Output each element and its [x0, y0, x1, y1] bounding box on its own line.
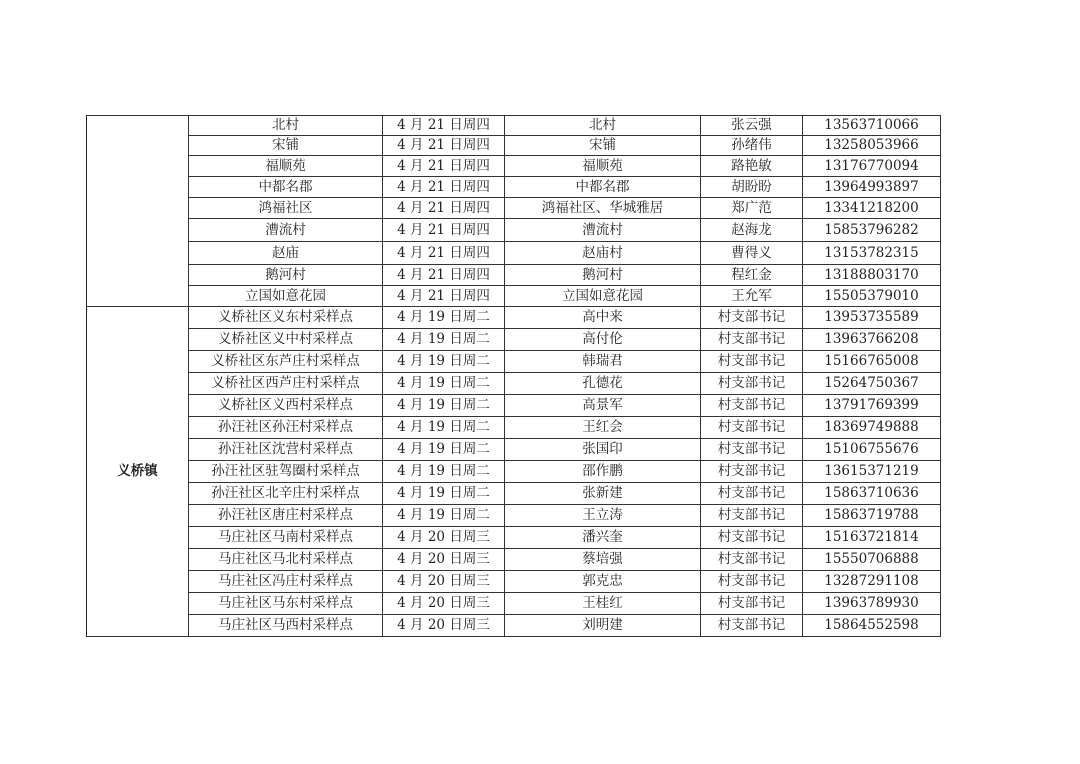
- phone-cell: 13963789930: [803, 593, 941, 615]
- site-cell: 孙汪社区北辛庄村采样点: [189, 483, 383, 505]
- date-cell: 4 月 19 日周二: [383, 373, 505, 395]
- phone-cell: 15505379010: [803, 286, 941, 307]
- contact-cell: 村支部书记: [701, 417, 803, 439]
- date-cell: 4 月 19 日周二: [383, 439, 505, 461]
- date-cell: 4 月 21 日周四: [383, 198, 505, 219]
- area-cell: 刘明建: [505, 615, 701, 637]
- table-row: [87, 615, 941, 637]
- contact-cell: 村支部书记: [701, 395, 803, 417]
- area-cell: 赵庙村: [505, 242, 701, 265]
- phone-cell: 13176770094: [803, 156, 941, 177]
- phone-cell: 15863719788: [803, 505, 941, 527]
- date-cell: 4 月 19 日周二: [383, 329, 505, 351]
- site-cell: 福顺苑: [189, 156, 383, 177]
- contact-cell: 郑广范: [701, 198, 803, 219]
- area-cell: 邵作鹏: [505, 461, 701, 483]
- table-row: [87, 351, 941, 373]
- contact-cell: 村支部书记: [701, 615, 803, 637]
- contact-cell: 村支部书记: [701, 461, 803, 483]
- site-cell: 马庄社区马东村采样点: [189, 593, 383, 615]
- site-cell: 义桥社区西芦庄村采样点: [189, 373, 383, 395]
- site-cell: 鹅河村: [189, 265, 383, 286]
- area-cell: 高付伦: [505, 329, 701, 351]
- date-cell: 4 月 20 日周三: [383, 593, 505, 615]
- table-row: [87, 177, 941, 198]
- town-cell: [87, 116, 189, 307]
- phone-cell: 13153782315: [803, 242, 941, 265]
- phone-cell: 13341218200: [803, 198, 941, 219]
- site-cell: 立国如意花园: [189, 286, 383, 307]
- contact-cell: 村支部书记: [701, 571, 803, 593]
- table-row: [87, 116, 941, 136]
- phone-cell: 15853796282: [803, 219, 941, 242]
- area-cell: 立国如意花园: [505, 286, 701, 307]
- site-cell: 鸿福社区: [189, 198, 383, 219]
- area-cell: 韩瑞君: [505, 351, 701, 373]
- date-cell: 4 月 19 日周二: [383, 395, 505, 417]
- date-cell: 4 月 19 日周二: [383, 307, 505, 329]
- area-cell: 北村: [505, 116, 701, 136]
- site-cell: 义桥社区义东村采样点: [189, 307, 383, 329]
- date-cell: 4 月 21 日周四: [383, 219, 505, 242]
- table-row: [87, 329, 941, 351]
- phone-cell: 13963766208: [803, 329, 941, 351]
- site-cell: 中都名郡: [189, 177, 383, 198]
- table-row: [87, 242, 941, 265]
- table-row: [87, 198, 941, 219]
- area-cell: 孔德花: [505, 373, 701, 395]
- phone-cell: 13964993897: [803, 177, 941, 198]
- date-cell: 4 月 21 日周四: [383, 286, 505, 307]
- phone-cell: 15550706888: [803, 549, 941, 571]
- table-row: [87, 373, 941, 395]
- table-row: [87, 219, 941, 242]
- date-cell: 4 月 19 日周二: [383, 351, 505, 373]
- date-cell: 4 月 21 日周四: [383, 156, 505, 177]
- area-cell: 王立涛: [505, 505, 701, 527]
- contact-cell: 曹得义: [701, 242, 803, 265]
- site-cell: 马庄社区冯庄村采样点: [189, 571, 383, 593]
- date-cell: 4 月 21 日周四: [383, 116, 505, 136]
- area-cell: 郭克忠: [505, 571, 701, 593]
- table-row: [87, 505, 941, 527]
- date-cell: 4 月 19 日周二: [383, 417, 505, 439]
- area-cell: 鸿福社区、华城雅居: [505, 198, 701, 219]
- contact-cell: 张云强: [701, 116, 803, 136]
- sampling-schedule-table: [86, 115, 941, 637]
- area-cell: 高中来: [505, 307, 701, 329]
- table-row: [87, 483, 941, 505]
- date-cell: 4 月 20 日周三: [383, 615, 505, 637]
- table-row: [87, 286, 941, 307]
- site-cell: 孙汪社区驻驾圈村采样点: [189, 461, 383, 483]
- phone-cell: 15264750367: [803, 373, 941, 395]
- contact-cell: 村支部书记: [701, 593, 803, 615]
- contact-cell: 村支部书记: [701, 307, 803, 329]
- phone-cell: 15163721814: [803, 527, 941, 549]
- contact-cell: 路艳敏: [701, 156, 803, 177]
- table-row: [87, 439, 941, 461]
- table-row: [87, 136, 941, 156]
- site-cell: 北村: [189, 116, 383, 136]
- table-body: [87, 116, 941, 637]
- area-cell: 张国印: [505, 439, 701, 461]
- site-cell: 马庄社区马南村采样点: [189, 527, 383, 549]
- site-cell: 马庄社区马北村采样点: [189, 549, 383, 571]
- phone-cell: 15863710636: [803, 483, 941, 505]
- phone-cell: 13188803170: [803, 265, 941, 286]
- contact-cell: 王允军: [701, 286, 803, 307]
- area-cell: 漕流村: [505, 219, 701, 242]
- table-row: [87, 549, 941, 571]
- table-row: [87, 265, 941, 286]
- phone-cell: 13287291108: [803, 571, 941, 593]
- table-row: [87, 395, 941, 417]
- table-row: [87, 417, 941, 439]
- contact-cell: 村支部书记: [701, 483, 803, 505]
- date-cell: 4 月 21 日周四: [383, 242, 505, 265]
- phone-cell: 15106755676: [803, 439, 941, 461]
- phone-cell: 13791769399: [803, 395, 941, 417]
- table-row: [87, 593, 941, 615]
- area-cell: 王红会: [505, 417, 701, 439]
- contact-cell: 村支部书记: [701, 351, 803, 373]
- table-row: [87, 527, 941, 549]
- site-cell: 宋铺: [189, 136, 383, 156]
- contact-cell: 赵海龙: [701, 219, 803, 242]
- area-cell: 中都名郡: [505, 177, 701, 198]
- site-cell: 赵庙: [189, 242, 383, 265]
- date-cell: 4 月 21 日周四: [383, 177, 505, 198]
- contact-cell: 程红金: [701, 265, 803, 286]
- table-row: [87, 307, 941, 329]
- site-cell: 义桥社区东芦庄村采样点: [189, 351, 383, 373]
- site-cell: 孙汪社区孙汪村采样点: [189, 417, 383, 439]
- date-cell: 4 月 19 日周二: [383, 483, 505, 505]
- phone-cell: 13615371219: [803, 461, 941, 483]
- phone-cell: 15166765008: [803, 351, 941, 373]
- date-cell: 4 月 21 日周四: [383, 265, 505, 286]
- date-cell: 4 月 19 日周二: [383, 505, 505, 527]
- date-cell: 4 月 21 日周四: [383, 136, 505, 156]
- phone-cell: 13563710066: [803, 116, 941, 136]
- area-cell: 福顺苑: [505, 156, 701, 177]
- contact-cell: 村支部书记: [701, 373, 803, 395]
- area-cell: 潘兴奎: [505, 527, 701, 549]
- site-cell: 义桥社区义中村采样点: [189, 329, 383, 351]
- contact-cell: 村支部书记: [701, 505, 803, 527]
- date-cell: 4 月 19 日周二: [383, 461, 505, 483]
- phone-cell: 13953735589: [803, 307, 941, 329]
- date-cell: 4 月 20 日周三: [383, 549, 505, 571]
- area-cell: 张新建: [505, 483, 701, 505]
- phone-cell: 18369749888: [803, 417, 941, 439]
- date-cell: 4 月 20 日周三: [383, 571, 505, 593]
- table-row: [87, 156, 941, 177]
- table-row: [87, 461, 941, 483]
- contact-cell: 孙绪伟: [701, 136, 803, 156]
- area-cell: 宋铺: [505, 136, 701, 156]
- contact-cell: 村支部书记: [701, 549, 803, 571]
- area-cell: 高景军: [505, 395, 701, 417]
- table-row: [87, 571, 941, 593]
- area-cell: 鹅河村: [505, 265, 701, 286]
- site-cell: 孙汪社区唐庄村采样点: [189, 505, 383, 527]
- phone-cell: 13258053966: [803, 136, 941, 156]
- site-cell: 马庄社区马西村采样点: [189, 615, 383, 637]
- site-cell: 义桥社区义西村采样点: [189, 395, 383, 417]
- area-cell: 蔡培强: [505, 549, 701, 571]
- contact-cell: 村支部书记: [701, 329, 803, 351]
- town-cell: 义桥镇: [87, 307, 189, 637]
- contact-cell: 村支部书记: [701, 527, 803, 549]
- contact-cell: 村支部书记: [701, 439, 803, 461]
- site-cell: 漕流村: [189, 219, 383, 242]
- area-cell: 王桂红: [505, 593, 701, 615]
- contact-cell: 胡盼盼: [701, 177, 803, 198]
- site-cell: 孙汪社区沈营村采样点: [189, 439, 383, 461]
- phone-cell: 15864552598: [803, 615, 941, 637]
- date-cell: 4 月 20 日周三: [383, 527, 505, 549]
